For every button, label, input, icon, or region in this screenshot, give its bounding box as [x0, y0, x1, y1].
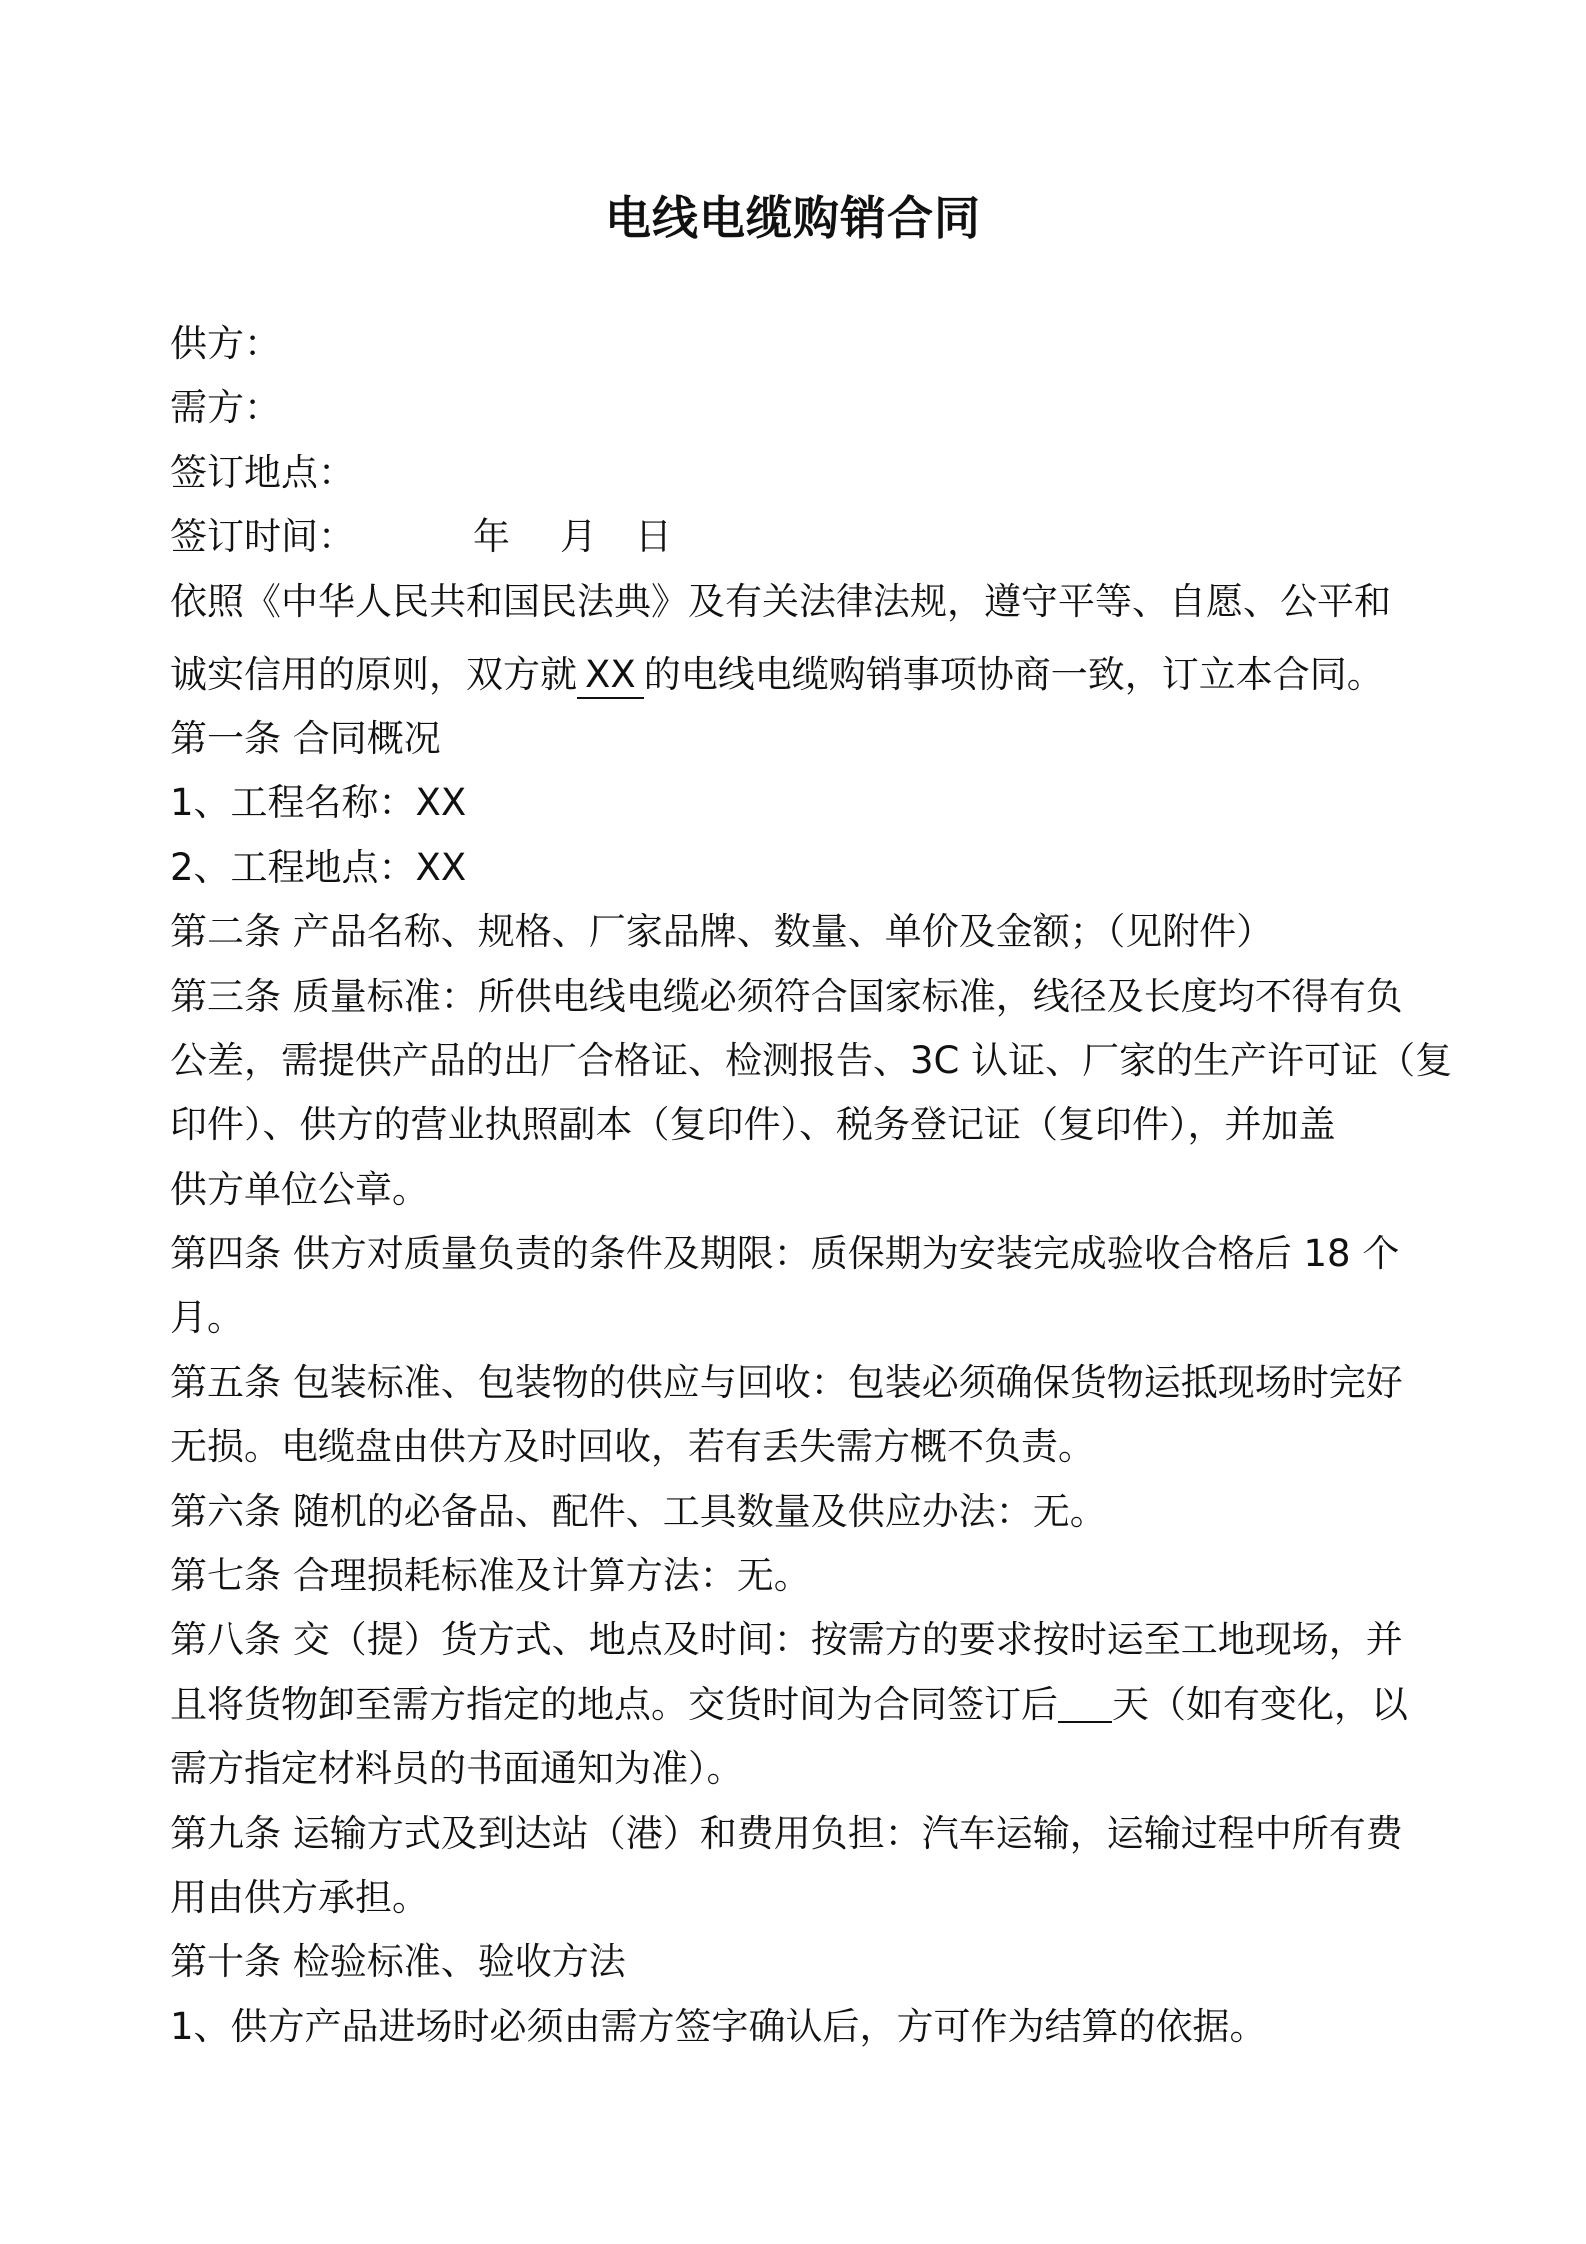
article-5-line-1: 第五条 包装标准、包装物的供应与回收：包装必须确保货物运抵现场时完好: [170, 1360, 1403, 1404]
article-8-text-after: 天（如有变化，以: [1112, 1682, 1408, 1726]
month-label: 月: [560, 515, 597, 559]
article-3-line-3: 印件）、供方的营业执照副本（复印件）、税务登记证（复印件），并加盖: [170, 1103, 1336, 1147]
preamble-line-1: 依照《中华人民共和国民法典》及有关法律法规，遵守平等、自愿、公平和: [170, 579, 1391, 623]
sign-time-field: [170, 505, 1420, 569]
preamble-text-before: 诚实信用的原则，双方就: [170, 652, 577, 696]
article-1-item-2: 2、工程地点：XX: [170, 845, 467, 889]
article-3-line-4: 供方单位公章。: [170, 1167, 429, 1211]
article-8-line-2: [170, 1673, 1420, 1737]
article-1-title: 第一条 合同概况: [170, 716, 441, 760]
article-7: 第七条 合理损耗标准及计算方法：无。: [170, 1554, 811, 1598]
article-10-title: 第十条 检验标准、验收方法: [170, 1940, 626, 1984]
article-10-item-1: 1、供方产品进场时必须由需方签字确认后，方可作为结算的依据。: [170, 2004, 1267, 2048]
article-8-text-before: 且将货物卸至需方指定的地点。交货时间为合同签订后: [170, 1682, 1058, 1726]
delivery-days-blank: [1058, 1685, 1112, 1723]
contract-body: [170, 312, 1453, 2059]
article-2: 第二条 产品名称、规格、厂家品牌、数量、单价及金额；（见附件）: [170, 910, 1274, 954]
article-5-line-2: 无损。电缆盘由供方及时回收，若有丢失需方概不负责。: [170, 1425, 1095, 1469]
article-6: 第六条 随机的必备品、配件、工具数量及供应办法：无。: [170, 1489, 1107, 1533]
article-9-line-2: 用由供方承担。: [170, 1875, 429, 1919]
subject-fill-blank: XX: [577, 653, 644, 699]
buyer-field: 需方：: [170, 386, 281, 430]
article-4-line-2: 月。: [170, 1296, 244, 1340]
sign-time-label: 签订时间：: [170, 515, 355, 559]
page-title: 电线电缆购销合同: [605, 191, 981, 245]
article-8-line-3: 需方指定材料员的书面通知为准）。: [170, 1747, 744, 1791]
sign-place-field: 签订地点：: [170, 450, 355, 494]
supplier-field: 供方：: [170, 322, 281, 365]
preamble-line-2: [170, 643, 1420, 707]
day-label: 日: [635, 515, 672, 559]
article-3-line-1: 第三条 质量标准：所供电线电缆必须符合国家标准，线径及长度均不得有负: [170, 974, 1403, 1018]
article-4-line-1: 第四条 供方对质量负责的条件及期限：质保期为安装完成验收合格后 18 个: [170, 1232, 1400, 1276]
year-label: 年: [473, 515, 510, 559]
article-9-line-1: 第九条 运输方式及到达站（港）和费用负担：汽车运输，运输过程中所有费: [170, 1811, 1403, 1855]
article-3-line-2: 公差，需提供产品的出厂合格证、检测报告、3C 认证、厂家的生产许可证（复: [170, 1038, 1453, 1082]
article-8-line-1: 第八条 交（提）货方式、地点及时间：按需方的要求按时运至工地现场，并: [170, 1618, 1403, 1662]
article-1-item-1: 1、工程名称：XX: [170, 781, 467, 825]
preamble-text-after: 的电线电缆购销事项协商一致，订立本合同。: [643, 652, 1384, 696]
